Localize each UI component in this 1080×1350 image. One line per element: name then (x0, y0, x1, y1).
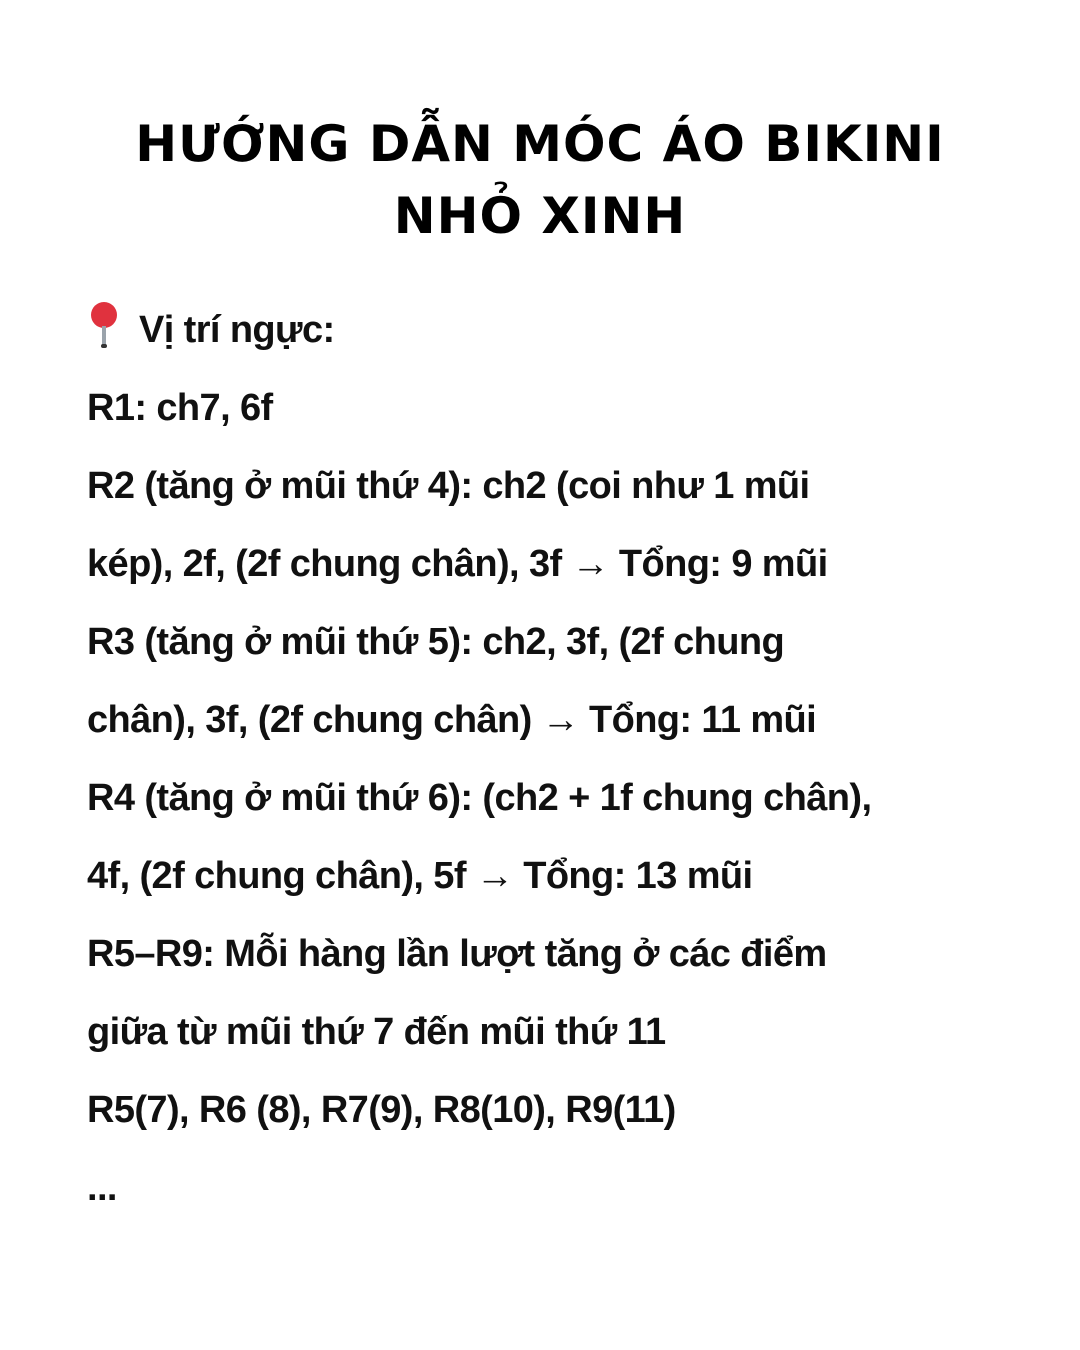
section-heading-text: Vị trí ngực: (139, 309, 335, 351)
title-line-1: HƯỚNG DẪN MÓC ÁO BIKINI (135, 115, 945, 173)
instruction-line: giữa từ mũi thứ 7 đến mũi thứ 11 (87, 1011, 666, 1053)
section-heading (87, 291, 1047, 369)
round-pushpin-icon (87, 302, 121, 348)
page-title (0, 108, 1080, 252)
instruction-line: R3 (tăng ở mũi thứ 5): ch2, 3f, (2f chung (87, 621, 785, 663)
instruction-line: R4 (tăng ở mũi thứ 6): (ch2 + 1f chung chân), (87, 777, 872, 819)
title-line-2: NHỎ XINH (393, 187, 687, 245)
instruction-line: chân), 3f, (2f chung chân) → Tổng: 11 mũi (87, 699, 817, 741)
instruction-line: R2 (tăng ở mũi thứ 4): ch2 (coi như 1 mũi (87, 465, 810, 507)
instructions (87, 291, 1047, 1227)
instruction-line: R5(7), R6 (8), R7(9), R8(10), R9(11) (87, 1089, 676, 1131)
instruction-line: kép), 2f, (2f chung chân), 3f → Tổng: 9 mũi (87, 543, 828, 585)
instruction-line: R5–R9: Mỗi hàng lần lượt tăng ở các điểm (87, 933, 827, 975)
instruction-line: R1: ch7, 6f (87, 387, 273, 429)
instruction-line: 4f, (2f chung chân), 5f → Tổng: 13 mũi (87, 855, 753, 897)
ellipsis: ... (87, 1167, 117, 1209)
